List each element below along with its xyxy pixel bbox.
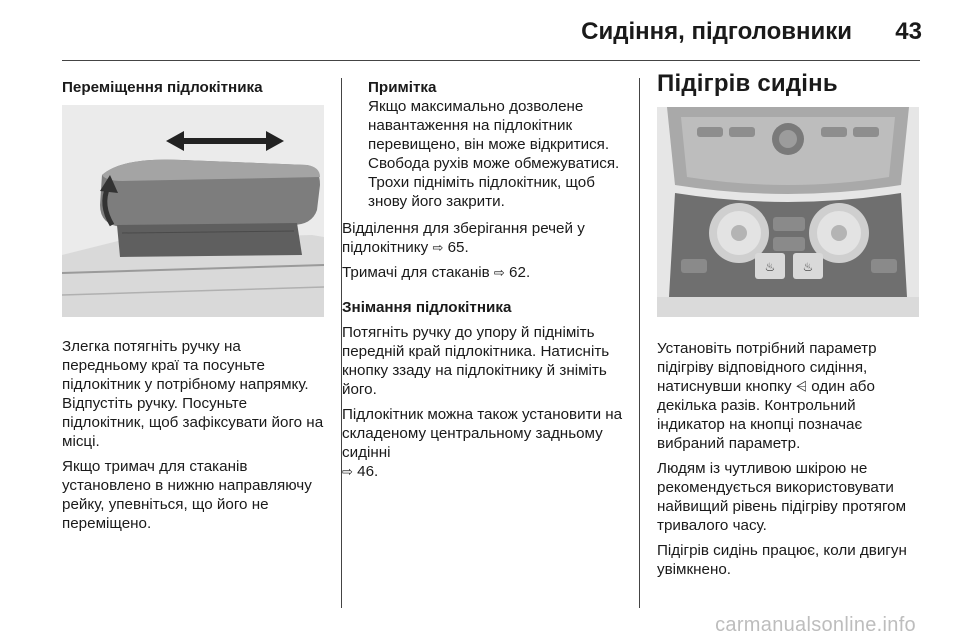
cross-reference-icon: ⇨ bbox=[493, 265, 505, 280]
page-number: 43 bbox=[895, 18, 922, 45]
armrest-removal-heading: Знімання підлокітника bbox=[342, 299, 512, 316]
svg-text:♨: ♨ bbox=[764, 260, 776, 274]
sensitive-skin-warning: Людям із чутливою шкірою не рекомендується використовувати найвищий рівень підігріву протягом тривалого часу. bbox=[657, 460, 907, 534]
cup-ref-page: 62. bbox=[509, 264, 531, 281]
note-title: Примітка bbox=[368, 79, 437, 96]
middle-column bbox=[342, 78, 634, 487]
svg-text:♨: ♨ bbox=[802, 260, 814, 274]
rear-seat-text: Підлокітник можна також установити на складеному центральному задньому сидінні bbox=[342, 406, 623, 461]
storage-ref-page: 65. bbox=[447, 239, 469, 256]
cross-reference-icon: ⇨ bbox=[432, 240, 444, 255]
left-column bbox=[62, 78, 330, 539]
armrest-rear-seat-install bbox=[342, 405, 634, 481]
page-header-title: Сидіння, підголовники bbox=[581, 18, 852, 45]
armrest-move-heading: Переміщення підлокітника bbox=[62, 79, 263, 96]
seat-heating-heading: Підігрів сидінь bbox=[657, 70, 838, 97]
armrest-move-instruction: Злегка потягніть ручку на передньому краї та посуньте підлокітник у потрібному напрямку. Відпустіть ручку. Посуньте підлокітник, щоб зафіксувати його на місці. bbox=[62, 338, 324, 450]
watermark: carmanualsonline.info bbox=[715, 614, 916, 636]
cross-reference-icon: ⇨ bbox=[342, 464, 353, 479]
armrest-illustration bbox=[62, 105, 324, 317]
note-block bbox=[342, 78, 634, 211]
seat-heating-instruction bbox=[657, 339, 923, 453]
right-column bbox=[657, 70, 923, 585]
engine-running-note: Підігрів сидінь працює, коли двигун увімкнено. bbox=[657, 542, 907, 578]
armrest-figure bbox=[62, 105, 324, 317]
storage-compartment-ref bbox=[342, 219, 634, 257]
cup-holder-ref bbox=[342, 263, 634, 282]
rear-seat-ref-page: 46. bbox=[357, 463, 379, 480]
storage-ref-text: Відділення для зберігання речей у підлокітнику bbox=[342, 220, 585, 256]
seat-heating-instruction-a: Установіть потрібний параметр підігріву відповідного сидіння, натиснувши кнопку bbox=[657, 340, 877, 395]
seat-heating-figure bbox=[657, 107, 919, 317]
cup-ref-text: Тримачі для стаканів bbox=[342, 264, 490, 281]
armrest-removal-instruction: Потягніть ручку до упору й підніміть передній край підлокітника. Натисніть кнопку ззаду на підлокітнику й зніміть його. bbox=[342, 324, 610, 398]
column-divider-2 bbox=[639, 78, 640, 608]
header-divider bbox=[62, 60, 920, 61]
note-text: Якщо максимально дозволене навантаження на підлокітник перевищено, він може відкритися. Свобода рухів може обмежуватися. Трохи підніміть підлокітник, щоб знову його закрити. bbox=[368, 98, 620, 210]
seat-heat-icon: ⩤ bbox=[795, 378, 808, 394]
seat-heating-instruction-b: один або декілька разів. Контрольний індикатор на кнопці позначає вибраний параметр. bbox=[657, 378, 875, 452]
climate-panel-illustration bbox=[657, 107, 919, 317]
cup-holder-warning: Якщо тримач для стаканів установлено в нижню направляючу рейку, упевніться, що його не переміщено. bbox=[62, 458, 312, 532]
